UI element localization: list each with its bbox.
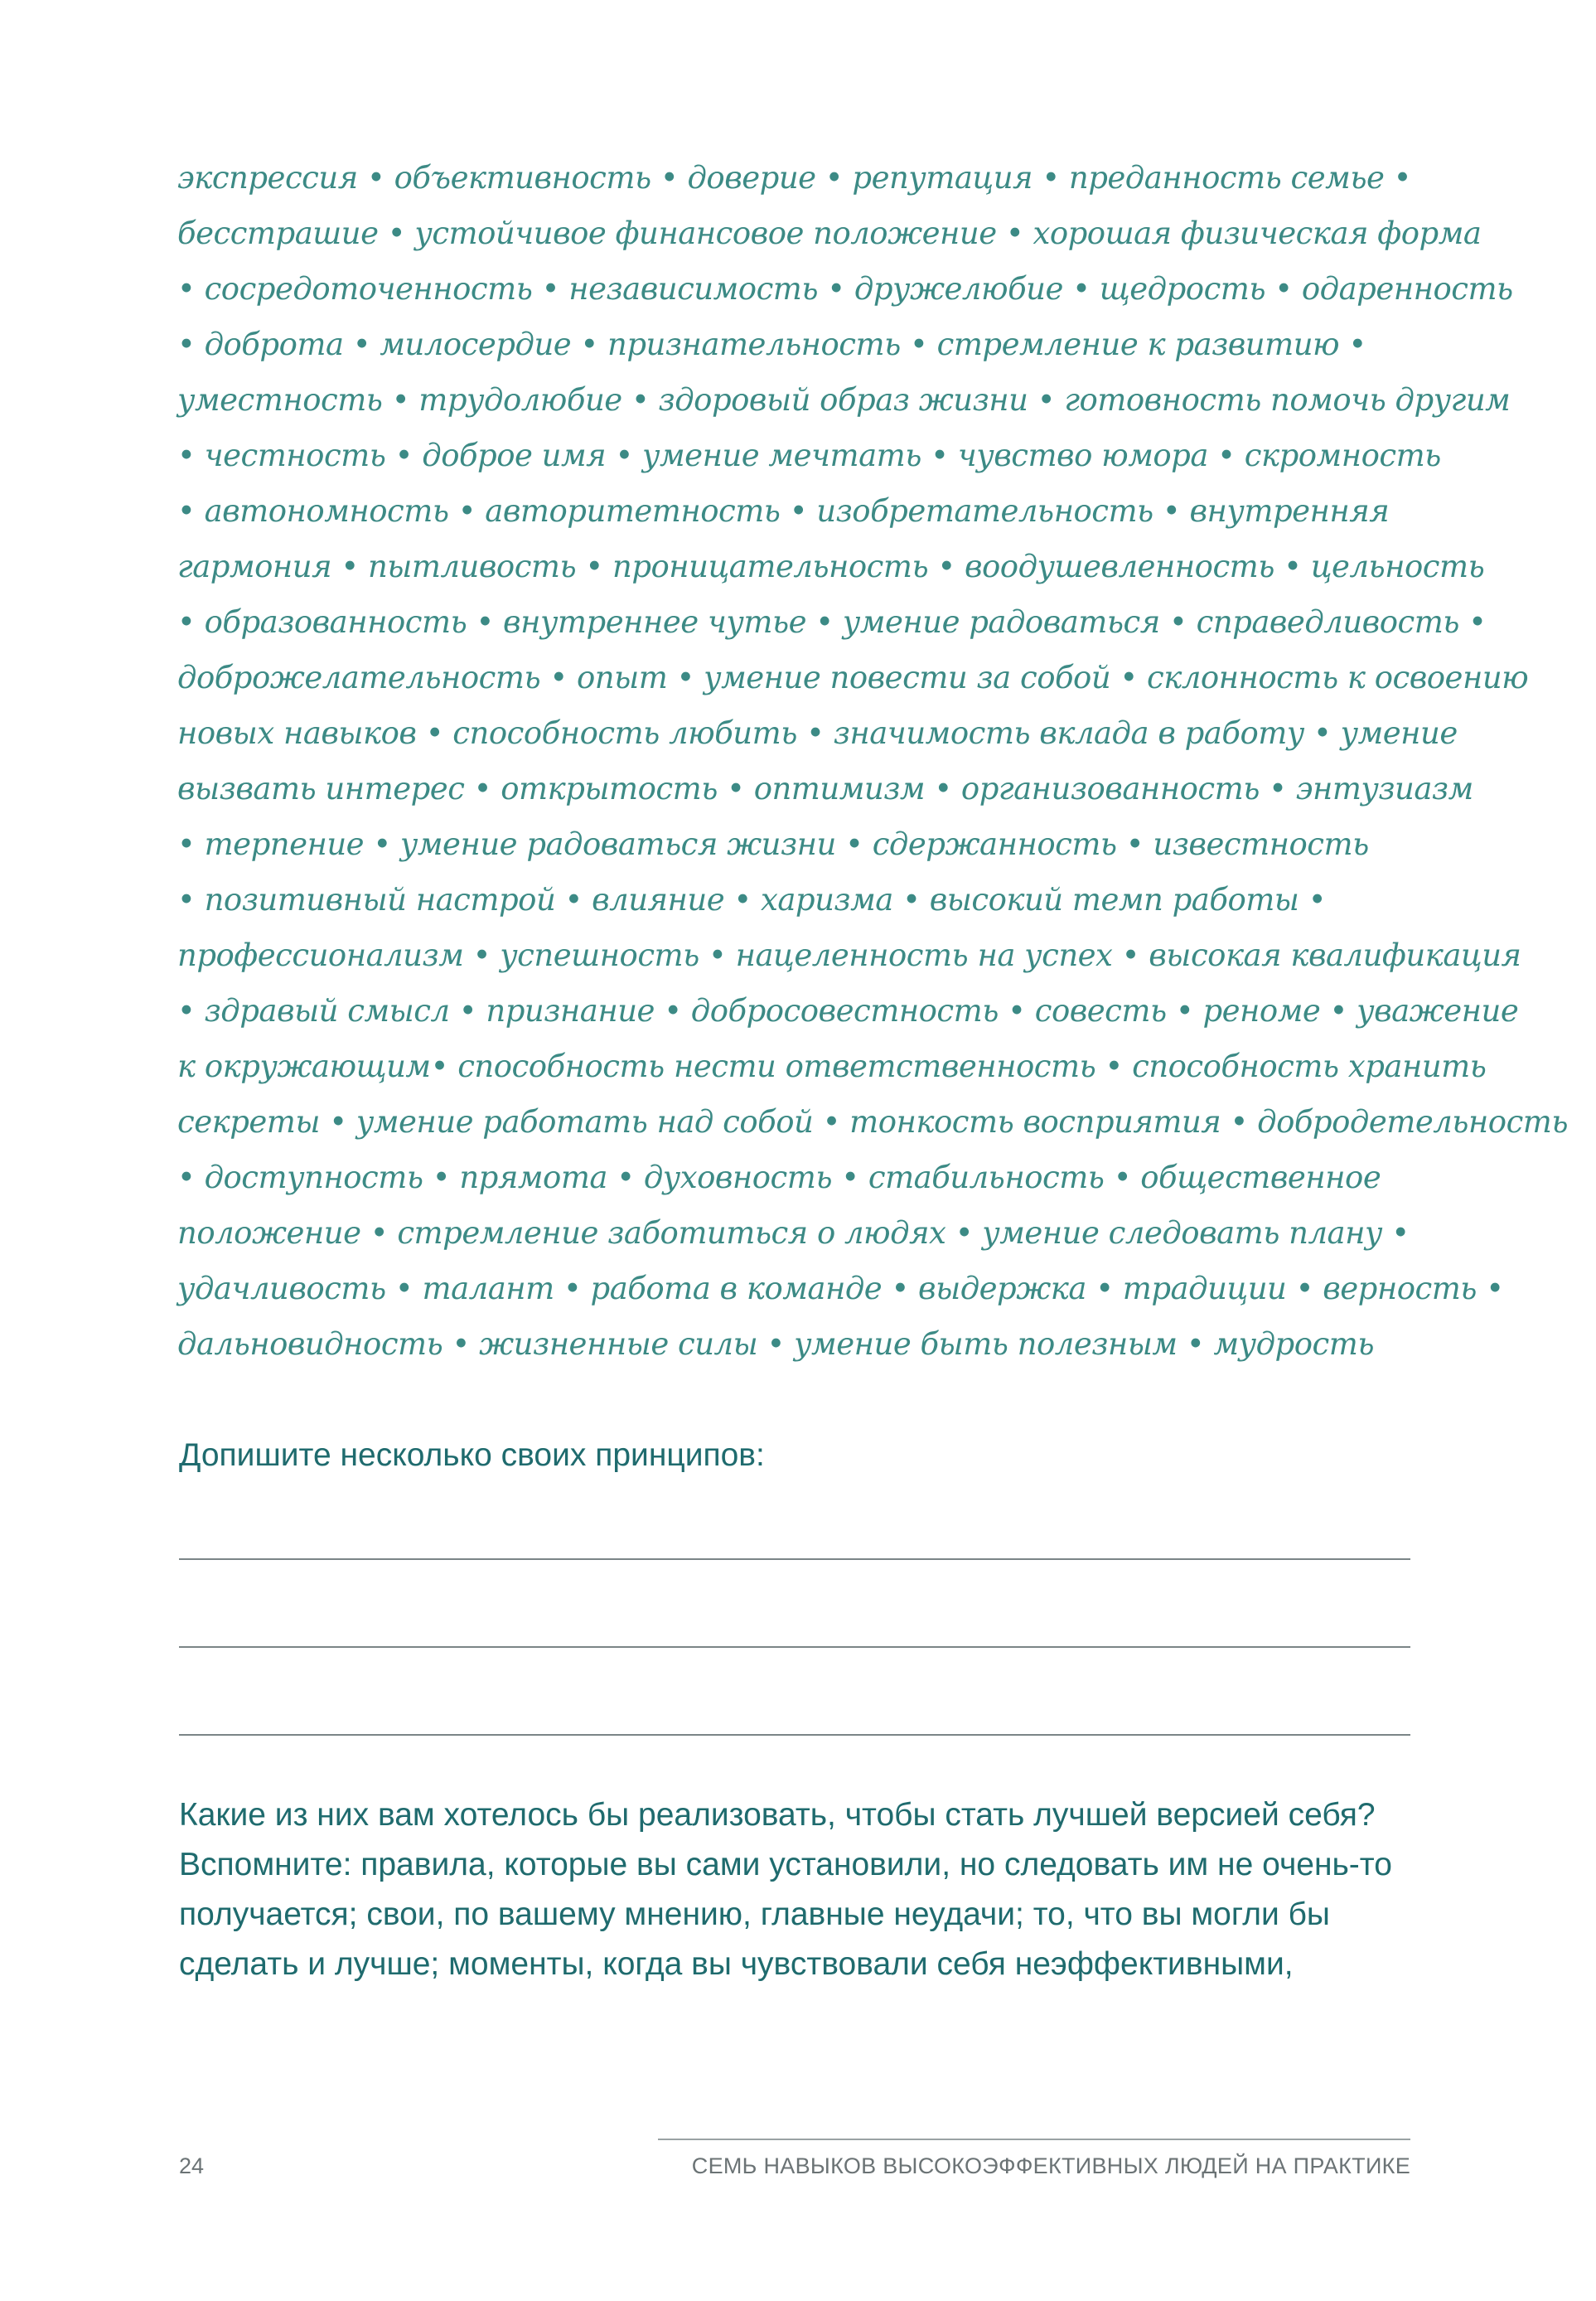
- values-line: • доброта • милосердие • признательность • стремление к развитию •: [177, 327, 1366, 362]
- values-line: бесстрашие • устойчивое финансовое положение • хорошая физическая форма: [177, 216, 1482, 251]
- body-line: Какие из них вам хотелось бы реализовать, чтобы стать лучшей версией себя?: [179, 1797, 1376, 1833]
- values-line: новых навыков • способность любить • значимость вклада в работу • умение: [177, 715, 1458, 751]
- values-line: уместность • трудолюбие • здоровый образ жизни • готовность помочь другим: [177, 382, 1511, 418]
- values-line: вызвать интерес • открытость • оптимизм • организованность • энтузиазм: [177, 771, 1473, 807]
- footer-divider: [658, 2139, 1410, 2140]
- running-title: СЕМЬ НАВЫКОВ ВЫСОКОЭФФЕКТИВНЫХ ЛЮДЕЙ НА ПРАКТИКЕ: [691, 2153, 1410, 2178]
- values-line: • доступность • прямота • духовность • стабильность • общественное: [177, 1160, 1381, 1195]
- body-paragraph: [179, 1790, 1414, 1989]
- values-line: • позитивный настрой • влияние • харизма • высокий темп работы •: [177, 882, 1327, 918]
- body-line: Вспомните: правила, которые вы сами установили, но следовать им не очень-то: [179, 1847, 1392, 1882]
- values-line: • автономность • авторитетность • изобретательность • внутренняя: [177, 493, 1390, 529]
- values-line: удачливость • талант • работа в команде • выдержка • традиции • верность •: [177, 1271, 1504, 1306]
- values-line: профессионализм • успешность • нацеленность на успех • высокая квалификация: [177, 937, 1521, 973]
- values-line: доброжелательность • опыт • умение повести за собой • склонность к освоению: [177, 660, 1529, 695]
- answer-line-1[interactable]: [179, 1558, 1410, 1560]
- values-line: дальновидность • жизненные силы • умение быть полезным • мудрость: [177, 1326, 1374, 1362]
- body-line: сделать и лучше; моменты, когда вы чувствовали себя неэффективными,: [179, 1946, 1294, 1982]
- values-line: гармония • пытливость • проницательность • воодушевленность • цельность: [177, 549, 1485, 584]
- page-number: 24: [179, 2153, 205, 2178]
- values-line: • здравый смысл • признание • добросовестность • совесть • реноме • уважение: [177, 993, 1519, 1029]
- values-line: • честность • доброе имя • умение мечтать • чувство юмора • скромность: [177, 438, 1441, 473]
- values-line: к окружающим• способность нести ответственность • способность хранить: [177, 1049, 1487, 1084]
- values-line: экспрессия • объективность • доверие • репутация • преданность семье •: [177, 160, 1411, 196]
- values-line: секреты • умение работать над собой • тонкость восприятия • добродетельность: [177, 1104, 1569, 1140]
- body-line: получается; свои, по вашему мнению, главные неудачи; то, что вы могли бы: [179, 1897, 1330, 1932]
- principles-prompt-heading: Допишите несколько своих принципов:: [179, 1437, 765, 1473]
- answer-line-3[interactable]: [179, 1734, 1410, 1736]
- values-line: положение • стремление заботиться о людях • умение следовать плану •: [177, 1215, 1410, 1251]
- answer-line-2[interactable]: [179, 1646, 1410, 1648]
- values-line: • терпение • умение радоваться жизни • сдержанность • известность: [177, 826, 1369, 862]
- values-line: • образованность • внутреннее чутье • умение радоваться • справедливость •: [177, 604, 1487, 640]
- values-line: • сосредоточенность • независимость • дружелюбие • щедрость • одаренность: [177, 271, 1513, 307]
